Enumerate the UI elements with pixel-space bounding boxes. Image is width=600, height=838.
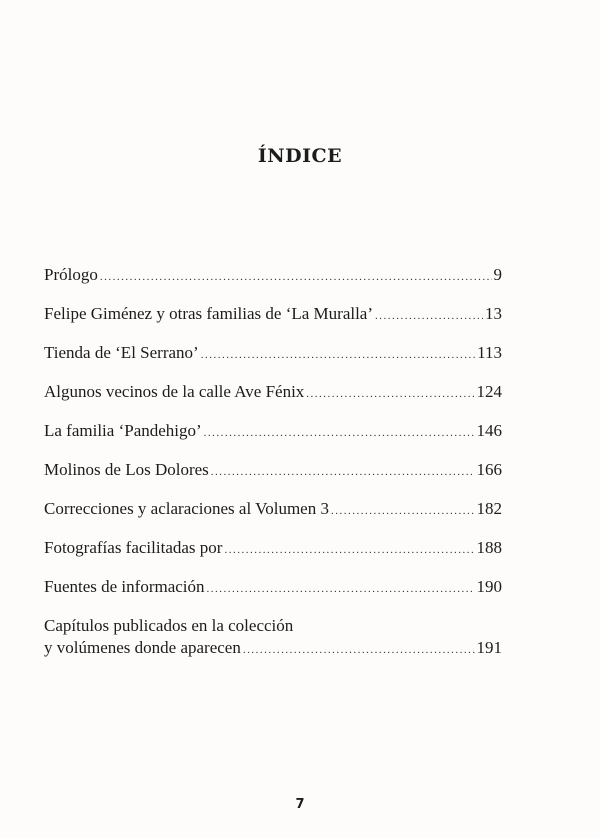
page-number: 7	[295, 797, 305, 812]
toc-entry-correcciones[interactable]	[44, 498, 502, 537]
dot-leader	[375, 305, 483, 327]
toc-entry-label: Fuentes de información	[44, 577, 205, 596]
dot-leader	[201, 344, 475, 366]
toc-entry-label: Fotografías facilitadas por	[44, 538, 223, 557]
dot-leader	[100, 266, 492, 288]
toc-entry-page: 13	[485, 304, 502, 323]
toc-entry-fuentes[interactable]	[44, 576, 502, 615]
toc-entry-label: Correcciones y aclaraciones al Volumen 3	[44, 499, 329, 518]
toc-entry-label: Molinos de Los Dolores	[44, 460, 209, 479]
toc-entry-page: 182	[476, 499, 502, 518]
toc-entry-label-line2: y volúmenes donde aparecen	[44, 638, 241, 657]
toc-entry-page: 124	[476, 382, 502, 401]
page-title: ÍNDICE	[257, 145, 343, 167]
toc-entry-fotografias[interactable]	[44, 537, 502, 576]
table-of-contents	[44, 264, 502, 665]
dot-leader	[331, 500, 475, 522]
dot-leader	[204, 422, 475, 444]
dot-leader	[211, 461, 475, 483]
toc-entry-felipe-gimenez[interactable]	[44, 303, 502, 342]
toc-entry-vecinos-ave-fenix[interactable]	[44, 381, 502, 420]
toc-entry-page: 188	[476, 538, 502, 557]
toc-entry-familia-pandehigo[interactable]	[44, 420, 502, 459]
dot-leader	[243, 639, 475, 661]
toc-entry-label: Felipe Giménez y otras familias de ‘La Muralla’	[44, 304, 374, 323]
dot-leader	[224, 539, 474, 561]
toc-entry-label: La familia ‘Pandehigo’	[44, 421, 202, 440]
toc-entry-label: Algunos vecinos de la calle Ave Fénix	[44, 382, 305, 401]
toc-entry-tienda-serrano[interactable]	[44, 342, 502, 381]
toc-entry-page: 113	[477, 343, 502, 362]
toc-entry-page: 166	[476, 460, 502, 479]
toc-entry-page: 191	[476, 638, 502, 657]
toc-entry-label: Tienda de ‘El Serrano’	[44, 343, 199, 362]
toc-entry-capitulos-publicados[interactable]	[44, 615, 502, 665]
toc-entry-page: 146	[476, 421, 502, 440]
toc-entry-molinos[interactable]	[44, 459, 502, 498]
toc-entry-prologo[interactable]	[44, 264, 502, 303]
toc-entry-label: Prólogo	[44, 265, 98, 284]
dot-leader	[306, 383, 474, 405]
dot-leader	[207, 578, 475, 600]
toc-entry-page: 190	[476, 577, 502, 596]
toc-entry-label-line1: Capítulos publicados en la colección	[44, 616, 294, 635]
toc-entry-page: 9	[493, 265, 502, 284]
